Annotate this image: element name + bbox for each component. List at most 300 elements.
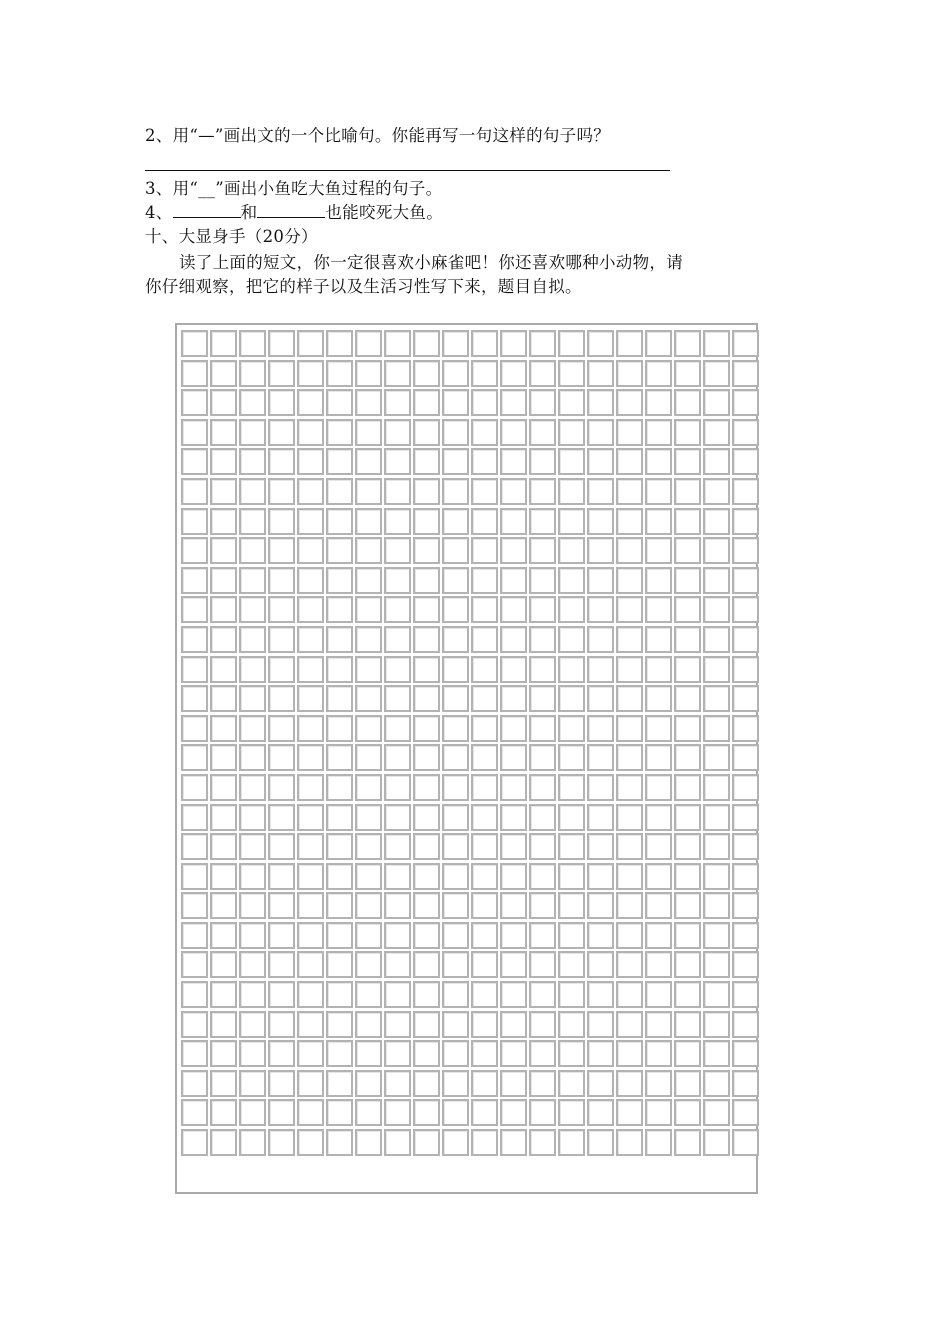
grid-cell[interactable] (587, 951, 614, 978)
grid-cell[interactable] (181, 685, 208, 712)
grid-cell[interactable] (239, 685, 266, 712)
grid-cell[interactable] (326, 1011, 353, 1038)
grid-cell[interactable] (384, 389, 411, 416)
grid-cell[interactable] (326, 1070, 353, 1097)
grid-cell[interactable] (239, 567, 266, 594)
grid-cell[interactable] (239, 478, 266, 505)
grid-cell[interactable] (181, 537, 208, 564)
grid-cell[interactable] (616, 1011, 643, 1038)
grid-cell[interactable] (442, 360, 469, 387)
grid-cell[interactable] (210, 596, 237, 623)
grid-cell[interactable] (442, 508, 469, 535)
grid-cell[interactable] (587, 981, 614, 1008)
grid-cell[interactable] (384, 804, 411, 831)
grid-cell[interactable] (558, 1040, 585, 1067)
grid-cell[interactable] (500, 1011, 527, 1038)
grid-cell[interactable] (355, 744, 382, 771)
grid-cell[interactable] (703, 360, 730, 387)
grid-cell[interactable] (732, 1129, 759, 1156)
grid-cell[interactable] (703, 685, 730, 712)
grid-cell[interactable] (616, 567, 643, 594)
grid-cell[interactable] (384, 656, 411, 683)
grid-cell[interactable] (268, 774, 295, 801)
grid-cell[interactable] (413, 1070, 440, 1097)
grid-cell[interactable] (355, 833, 382, 860)
grid-cell[interactable] (616, 1070, 643, 1097)
grid-cell[interactable] (703, 1129, 730, 1156)
grid-cell[interactable] (500, 478, 527, 505)
grid-cell[interactable] (181, 774, 208, 801)
grid-cell[interactable] (471, 330, 498, 357)
grid-cell[interactable] (442, 1070, 469, 1097)
grid-cell[interactable] (297, 951, 324, 978)
grid-cell[interactable] (384, 744, 411, 771)
grid-cell[interactable] (297, 685, 324, 712)
grid-cell[interactable] (471, 1040, 498, 1067)
grid-cell[interactable] (239, 1011, 266, 1038)
grid-cell[interactable] (297, 656, 324, 683)
grid-cell[interactable] (500, 981, 527, 1008)
grid-cell[interactable] (674, 656, 701, 683)
grid-cell[interactable] (616, 389, 643, 416)
grid-cell[interactable] (732, 596, 759, 623)
grid-cell[interactable] (645, 656, 672, 683)
grid-cell[interactable] (558, 419, 585, 446)
grid-cell[interactable] (674, 478, 701, 505)
grid-cell[interactable] (210, 537, 237, 564)
grid-cell[interactable] (674, 419, 701, 446)
grid-cell[interactable] (239, 537, 266, 564)
grid-cell[interactable] (297, 626, 324, 653)
grid-cell[interactable] (674, 508, 701, 535)
grid-cell[interactable] (181, 863, 208, 890)
grid-cell[interactable] (500, 1070, 527, 1097)
grid-cell[interactable] (384, 330, 411, 357)
grid-cell[interactable] (326, 567, 353, 594)
grid-cell[interactable] (471, 1011, 498, 1038)
grid-cell[interactable] (384, 951, 411, 978)
grid-cell[interactable] (732, 508, 759, 535)
grid-cell[interactable] (326, 330, 353, 357)
grid-cell[interactable] (239, 656, 266, 683)
grid-cell[interactable] (239, 419, 266, 446)
grid-cell[interactable] (384, 360, 411, 387)
grid-cell[interactable] (413, 330, 440, 357)
grid-cell[interactable] (645, 685, 672, 712)
grid-cell[interactable] (529, 892, 556, 919)
grid-cell[interactable] (268, 389, 295, 416)
grid-cell[interactable] (587, 419, 614, 446)
grid-cell[interactable] (558, 626, 585, 653)
grid-cell[interactable] (587, 389, 614, 416)
grid-cell[interactable] (500, 1129, 527, 1156)
grid-cell[interactable] (355, 685, 382, 712)
grid-cell[interactable] (326, 448, 353, 475)
grid-cell[interactable] (616, 626, 643, 653)
grid-cell[interactable] (210, 744, 237, 771)
grid-cell[interactable] (616, 360, 643, 387)
grid-cell[interactable] (703, 656, 730, 683)
grid-cell[interactable] (355, 951, 382, 978)
grid-cell[interactable] (355, 656, 382, 683)
grid-cell[interactable] (500, 863, 527, 890)
grid-cell[interactable] (355, 596, 382, 623)
grid-cell[interactable] (297, 1070, 324, 1097)
grid-cell[interactable] (442, 951, 469, 978)
grid-cell[interactable] (181, 715, 208, 742)
grid-cell[interactable] (703, 804, 730, 831)
grid-cell[interactable] (297, 892, 324, 919)
grid-cell[interactable] (297, 360, 324, 387)
grid-cell[interactable] (297, 981, 324, 1008)
grid-cell[interactable] (297, 1040, 324, 1067)
grid-cell[interactable] (703, 596, 730, 623)
grid-cell[interactable] (210, 833, 237, 860)
grid-cell[interactable] (384, 478, 411, 505)
grid-cell[interactable] (500, 448, 527, 475)
grid-cell[interactable] (674, 744, 701, 771)
grid-cell[interactable] (587, 626, 614, 653)
grid-cell[interactable] (558, 656, 585, 683)
grid-cell[interactable] (703, 626, 730, 653)
grid-cell[interactable] (268, 833, 295, 860)
grid-cell[interactable] (674, 448, 701, 475)
grid-cell[interactable] (442, 685, 469, 712)
grid-cell[interactable] (645, 922, 672, 949)
grid-cell[interactable] (326, 685, 353, 712)
grid-cell[interactable] (645, 419, 672, 446)
grid-cell[interactable] (703, 537, 730, 564)
grid-cell[interactable] (616, 419, 643, 446)
grid-cell[interactable] (384, 448, 411, 475)
grid-cell[interactable] (645, 1040, 672, 1067)
grid-cell[interactable] (413, 863, 440, 890)
grid-cell[interactable] (210, 478, 237, 505)
grid-cell[interactable] (732, 360, 759, 387)
grid-cell[interactable] (558, 951, 585, 978)
grid-cell[interactable] (384, 833, 411, 860)
grid-cell[interactable] (674, 715, 701, 742)
grid-cell[interactable] (239, 804, 266, 831)
grid-cell[interactable] (268, 1129, 295, 1156)
grid-cell[interactable] (326, 922, 353, 949)
grid-cell[interactable] (674, 951, 701, 978)
grid-cell[interactable] (413, 389, 440, 416)
grid-cell[interactable] (529, 774, 556, 801)
grid-cell[interactable] (674, 626, 701, 653)
grid-cell[interactable] (181, 389, 208, 416)
grid-cell[interactable] (500, 596, 527, 623)
grid-cell[interactable] (326, 892, 353, 919)
grid-cell[interactable] (355, 448, 382, 475)
grid-cell[interactable] (355, 419, 382, 446)
grid-cell[interactable] (268, 922, 295, 949)
grid-cell[interactable] (732, 448, 759, 475)
grid-cell[interactable] (442, 833, 469, 860)
grid-cell[interactable] (587, 774, 614, 801)
grid-cell[interactable] (268, 685, 295, 712)
grid-cell[interactable] (587, 448, 614, 475)
grid-cell[interactable] (645, 389, 672, 416)
grid-cell[interactable] (442, 1099, 469, 1126)
grid-cell[interactable] (413, 1011, 440, 1038)
grid-cell[interactable] (268, 656, 295, 683)
grid-cell[interactable] (239, 360, 266, 387)
grid-cell[interactable] (645, 360, 672, 387)
grid-cell[interactable] (326, 1099, 353, 1126)
grid-cell[interactable] (239, 774, 266, 801)
grid-cell[interactable] (413, 804, 440, 831)
grid-cell[interactable] (442, 419, 469, 446)
grid-cell[interactable] (587, 656, 614, 683)
grid-cell[interactable] (355, 1099, 382, 1126)
grid-cell[interactable] (210, 360, 237, 387)
grid-cell[interactable] (587, 596, 614, 623)
grid-cell[interactable] (471, 1070, 498, 1097)
grid-cell[interactable] (500, 833, 527, 860)
grid-cell[interactable] (268, 596, 295, 623)
grid-cell[interactable] (500, 360, 527, 387)
grid-cell[interactable] (268, 1040, 295, 1067)
grid-cell[interactable] (674, 567, 701, 594)
grid-cell[interactable] (181, 981, 208, 1008)
grid-cell[interactable] (210, 922, 237, 949)
grid-cell[interactable] (674, 389, 701, 416)
grid-cell[interactable] (558, 389, 585, 416)
grid-cell[interactable] (703, 1011, 730, 1038)
grid-cell[interactable] (210, 567, 237, 594)
grid-cell[interactable] (732, 863, 759, 890)
grid-cell[interactable] (442, 1129, 469, 1156)
grid-cell[interactable] (268, 330, 295, 357)
grid-cell[interactable] (355, 478, 382, 505)
grid-cell[interactable] (674, 596, 701, 623)
grid-cell[interactable] (384, 863, 411, 890)
grid-cell[interactable] (297, 715, 324, 742)
grid-cell[interactable] (587, 715, 614, 742)
grid-cell[interactable] (384, 1129, 411, 1156)
grid-cell[interactable] (326, 596, 353, 623)
grid-cell[interactable] (268, 981, 295, 1008)
grid-cell[interactable] (181, 744, 208, 771)
grid-cell[interactable] (239, 1070, 266, 1097)
grid-cell[interactable] (210, 1040, 237, 1067)
grid-cell[interactable] (500, 892, 527, 919)
grid-cell[interactable] (384, 1011, 411, 1038)
grid-cell[interactable] (703, 922, 730, 949)
grid-cell[interactable] (326, 419, 353, 446)
grid-cell[interactable] (587, 685, 614, 712)
grid-cell[interactable] (500, 508, 527, 535)
grid-cell[interactable] (587, 508, 614, 535)
grid-cell[interactable] (558, 715, 585, 742)
grid-cell[interactable] (500, 774, 527, 801)
grid-cell[interactable] (210, 804, 237, 831)
grid-cell[interactable] (181, 804, 208, 831)
grid-cell[interactable] (471, 863, 498, 890)
grid-cell[interactable] (587, 478, 614, 505)
grid-cell[interactable] (529, 715, 556, 742)
grid-cell[interactable] (732, 626, 759, 653)
grid-cell[interactable] (558, 478, 585, 505)
grid-cell[interactable] (442, 1040, 469, 1067)
grid-cell[interactable] (297, 922, 324, 949)
grid-cell[interactable] (471, 656, 498, 683)
grid-cell[interactable] (239, 951, 266, 978)
grid-cell[interactable] (181, 330, 208, 357)
grid-cell[interactable] (529, 448, 556, 475)
grid-cell[interactable] (645, 804, 672, 831)
grid-cell[interactable] (181, 892, 208, 919)
grid-cell[interactable] (616, 330, 643, 357)
grid-cell[interactable] (732, 715, 759, 742)
grid-cell[interactable] (442, 922, 469, 949)
grid-cell[interactable] (181, 567, 208, 594)
grid-cell[interactable] (732, 951, 759, 978)
grid-cell[interactable] (297, 1129, 324, 1156)
grid-cell[interactable] (732, 1070, 759, 1097)
grid-cell[interactable] (587, 567, 614, 594)
grid-cell[interactable] (471, 892, 498, 919)
grid-cell[interactable] (645, 537, 672, 564)
grid-cell[interactable] (732, 478, 759, 505)
grid-cell[interactable] (703, 448, 730, 475)
grid-cell[interactable] (674, 892, 701, 919)
grid-cell[interactable] (413, 922, 440, 949)
grid-cell[interactable] (732, 567, 759, 594)
grid-cell[interactable] (703, 508, 730, 535)
grid-cell[interactable] (384, 508, 411, 535)
grid-cell[interactable] (413, 1129, 440, 1156)
grid-cell[interactable] (297, 508, 324, 535)
grid-cell[interactable] (355, 892, 382, 919)
grid-cell[interactable] (442, 892, 469, 919)
grid-cell[interactable] (413, 685, 440, 712)
grid-cell[interactable] (558, 330, 585, 357)
grid-cell[interactable] (500, 744, 527, 771)
grid-cell[interactable] (500, 419, 527, 446)
grid-cell[interactable] (529, 804, 556, 831)
grid-cell[interactable] (529, 744, 556, 771)
grid-cell[interactable] (181, 1129, 208, 1156)
grid-cell[interactable] (210, 508, 237, 535)
grid-cell[interactable] (239, 1099, 266, 1126)
grid-cell[interactable] (703, 863, 730, 890)
grid-cell[interactable] (558, 804, 585, 831)
grid-cell[interactable] (297, 330, 324, 357)
grid-cell[interactable] (471, 508, 498, 535)
grid-cell[interactable] (645, 1099, 672, 1126)
grid-cell[interactable] (529, 922, 556, 949)
grid-cell[interactable] (268, 804, 295, 831)
grid-cell[interactable] (732, 537, 759, 564)
grid-cell[interactable] (442, 567, 469, 594)
grid-cell[interactable] (645, 833, 672, 860)
grid-cell[interactable] (529, 1070, 556, 1097)
grid-cell[interactable] (500, 1099, 527, 1126)
grid-cell[interactable] (210, 685, 237, 712)
grid-cell[interactable] (239, 1040, 266, 1067)
grid-cell[interactable] (384, 567, 411, 594)
grid-cell[interactable] (471, 567, 498, 594)
grid-cell[interactable] (297, 863, 324, 890)
grid-cell[interactable] (355, 863, 382, 890)
grid-cell[interactable] (442, 448, 469, 475)
grid-cell[interactable] (529, 537, 556, 564)
grid-cell[interactable] (239, 1129, 266, 1156)
grid-cell[interactable] (529, 419, 556, 446)
grid-cell[interactable] (645, 863, 672, 890)
grid-cell[interactable] (297, 833, 324, 860)
grid-cell[interactable] (355, 715, 382, 742)
grid-cell[interactable] (645, 567, 672, 594)
grid-cell[interactable] (413, 419, 440, 446)
grid-cell[interactable] (413, 596, 440, 623)
grid-cell[interactable] (297, 596, 324, 623)
grid-cell[interactable] (268, 478, 295, 505)
grid-cell[interactable] (616, 478, 643, 505)
grid-cell[interactable] (384, 981, 411, 1008)
grid-cell[interactable] (442, 774, 469, 801)
grid-cell[interactable] (384, 1099, 411, 1126)
grid-cell[interactable] (732, 744, 759, 771)
grid-cell[interactable] (355, 330, 382, 357)
grid-cell[interactable] (297, 744, 324, 771)
grid-cell[interactable] (210, 863, 237, 890)
grid-cell[interactable] (181, 1070, 208, 1097)
grid-cell[interactable] (268, 1011, 295, 1038)
grid-cell[interactable] (326, 389, 353, 416)
grid-cell[interactable] (442, 656, 469, 683)
grid-cell[interactable] (500, 804, 527, 831)
grid-cell[interactable] (587, 1129, 614, 1156)
grid-cell[interactable] (558, 774, 585, 801)
grid-cell[interactable] (355, 1070, 382, 1097)
grid-cell[interactable] (181, 833, 208, 860)
grid-cell[interactable] (384, 715, 411, 742)
grid-cell[interactable] (471, 715, 498, 742)
grid-cell[interactable] (500, 656, 527, 683)
grid-cell[interactable] (616, 685, 643, 712)
grid-cell[interactable] (616, 715, 643, 742)
grid-cell[interactable] (587, 863, 614, 890)
grid-cell[interactable] (587, 833, 614, 860)
grid-cell[interactable] (413, 744, 440, 771)
grid-cell[interactable] (529, 833, 556, 860)
grid-cell[interactable] (500, 715, 527, 742)
grid-cell[interactable] (442, 596, 469, 623)
grid-cell[interactable] (442, 1011, 469, 1038)
grid-cell[interactable] (355, 1011, 382, 1038)
grid-cell[interactable] (732, 1099, 759, 1126)
grid-cell[interactable] (442, 863, 469, 890)
grid-cell[interactable] (500, 389, 527, 416)
grid-cell[interactable] (529, 951, 556, 978)
grid-cell[interactable] (529, 1129, 556, 1156)
grid-cell[interactable] (326, 1129, 353, 1156)
grid-cell[interactable] (529, 360, 556, 387)
grid-cell[interactable] (529, 389, 556, 416)
grid-cell[interactable] (500, 567, 527, 594)
grid-cell[interactable] (268, 448, 295, 475)
grid-cell[interactable] (384, 892, 411, 919)
grid-cell[interactable] (297, 804, 324, 831)
grid-cell[interactable] (181, 419, 208, 446)
grid-cell[interactable] (616, 981, 643, 1008)
grid-cell[interactable] (703, 478, 730, 505)
grid-cell[interactable] (674, 360, 701, 387)
grid-cell[interactable] (587, 1011, 614, 1038)
